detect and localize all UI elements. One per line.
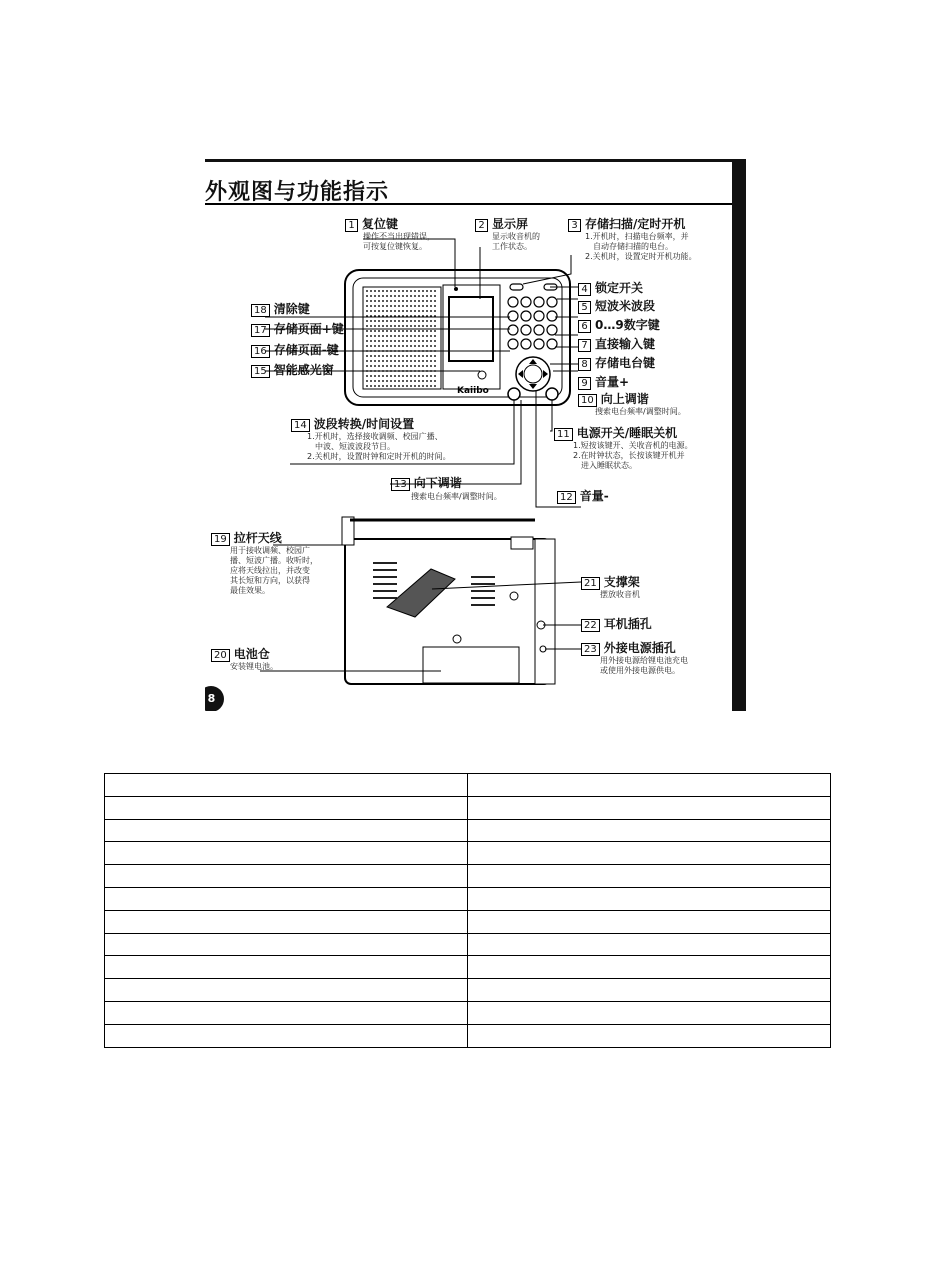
table-row: [105, 819, 831, 842]
callout-10: 10 向上调谐: [578, 392, 649, 407]
callout-14-desc: 1.开机时，选择接收调频、校园广播、 中波、短波波段节目。 2.关机时，设置时钟和定时开机的时间。: [307, 432, 451, 461]
callout-11: 11 电源开关/睡眠关机: [554, 426, 677, 441]
callout-14: 14 波段转换/时间设置: [291, 417, 414, 432]
callout-2-desc: 显示收音机的 工作状态。: [492, 232, 540, 251]
callout-20: 20 电池仓: [211, 647, 270, 662]
callout-22: 22 耳机插孔: [581, 617, 652, 632]
callout-1: 1 复位键: [345, 217, 398, 232]
table-cell: [468, 842, 831, 865]
callout-13: 13 向下调谐: [391, 476, 462, 491]
callout-11-desc: 1.短按该键开、关收音机的电源。 2.在时钟状态，长按该键开机并 进入睡眠状态。: [573, 441, 693, 470]
callout-7: 7 直接输入键: [578, 337, 655, 352]
table-cell: [105, 842, 468, 865]
callout-1-desc: 操作不当出现错误， 可按复位键恢复。: [363, 232, 435, 251]
callout-17: 17 存储页面+键: [251, 322, 344, 337]
callout-6: 6 0…9数字键: [578, 318, 660, 333]
callout-15: 15 智能感光窗: [251, 363, 334, 378]
table-cell: [105, 1024, 468, 1047]
table-row: [105, 774, 831, 797]
callout-8: 8 存储电台键: [578, 356, 655, 371]
callout-19-desc: 用于接收调频、校园广 播、短波广播。收听时， 应将天线拉出，并改变 其长短和方向，以获得 最佳效果。: [230, 546, 318, 595]
brand-logo: Kaiibo: [457, 386, 489, 396]
table-cell: [468, 910, 831, 933]
table-cell: [468, 933, 831, 956]
callout-16: 16 存储页面-键: [251, 343, 339, 358]
callout-12: 12 音量-: [557, 489, 609, 504]
table-cell: [105, 774, 468, 797]
table-cell: [105, 979, 468, 1002]
table-cell: [468, 887, 831, 910]
callout-3: 3 存储扫描/定时开机: [568, 217, 685, 232]
callout-2: 2 显示屏: [475, 217, 528, 232]
callout-9: 9 音量+: [578, 375, 629, 390]
figure-title: 外观图与功能指示: [205, 180, 390, 205]
table-cell: [468, 956, 831, 979]
table-cell: [105, 910, 468, 933]
callout-4: 4 锁定开关: [578, 281, 643, 296]
callout-23: 23 外接电源插孔: [581, 641, 676, 656]
callout-18: 18 清除键: [251, 302, 310, 317]
table-cell: [468, 1001, 831, 1024]
callout-21-desc: 摆放收音机: [600, 590, 640, 599]
callout-10-desc: 搜索电台频率/调整时间。: [595, 407, 686, 416]
callout-3-desc: 1.开机时，扫描电台频率，并 自动存储扫描的电台。 2.关机时，设置定时开机功能。: [585, 232, 697, 261]
table-row: [105, 956, 831, 979]
table-row: [105, 842, 831, 865]
table-cell: [105, 865, 468, 888]
table-row: [105, 865, 831, 888]
callout-13-desc: 搜索电台频率/调整时间。: [411, 492, 502, 501]
table-row: [105, 979, 831, 1002]
table-cell: [105, 796, 468, 819]
table-cell: [468, 979, 831, 1002]
table-row: [105, 1024, 831, 1047]
table-cell: [105, 1001, 468, 1024]
table-cell: [468, 1024, 831, 1047]
table-cell: [468, 796, 831, 819]
callout-23-desc: 用外接电源给锂电池充电 或使用外接电源供电。: [600, 656, 688, 675]
table-cell: [105, 887, 468, 910]
table-cell: [468, 865, 831, 888]
callout-5: 5 短波米波段: [578, 299, 655, 314]
table-cell: [468, 819, 831, 842]
table-cell: [105, 956, 468, 979]
page-marker: 8: [207, 692, 216, 705]
table-cell: [468, 774, 831, 797]
table-row: [105, 796, 831, 819]
table-cell: [105, 933, 468, 956]
speaker-grille: [363, 287, 441, 389]
table-row: [105, 910, 831, 933]
callout-20-desc: 安装锂电池。: [230, 662, 278, 671]
manual-scan-figure: [205, 159, 746, 711]
table-row: [105, 933, 831, 956]
table-row: [105, 1001, 831, 1024]
callout-19: 19 拉杆天线: [211, 531, 282, 546]
blank-table: [104, 773, 831, 1048]
callout-21: 21 支撑架: [581, 575, 640, 590]
table-cell: [105, 819, 468, 842]
table-row: [105, 887, 831, 910]
